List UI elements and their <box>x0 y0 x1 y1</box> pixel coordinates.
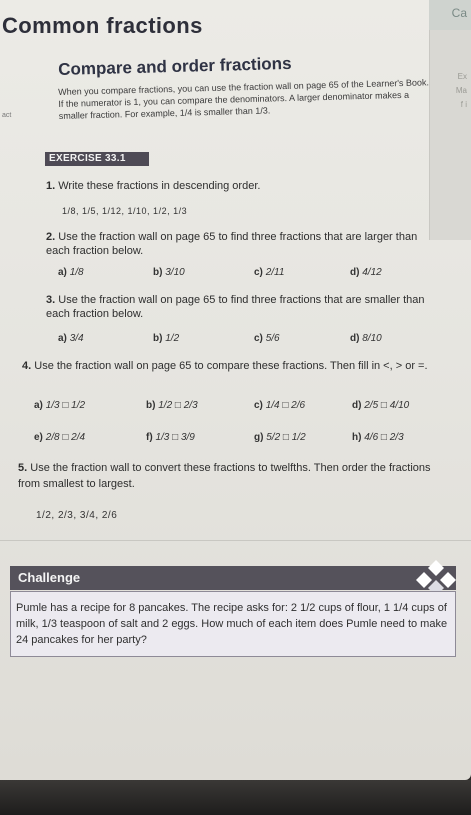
q3-item-b: b) 1/2 <box>153 333 180 344</box>
question-5-fractions: 1/2, 2/3, 3/4, 2/6 <box>36 510 118 521</box>
q4-item-h: h) 4/6 □ 2/3 <box>352 432 404 443</box>
bottom-shadow <box>0 780 471 815</box>
q4-item-g: g) 5/2 □ 1/2 <box>254 432 306 443</box>
challenge-title: Challenge <box>18 570 81 585</box>
question-1-fractions: 1/8, 1/5, 1/12, 1/10, 1/2, 1/3 <box>62 206 188 216</box>
q2-item-d: d) 4/12 <box>350 267 382 278</box>
question-1: 1. Write these fractions in descending order. <box>46 180 261 192</box>
question-4-row-2 <box>34 432 434 448</box>
section-title: Common fractions <box>2 13 203 38</box>
q4-item-c: c) 1/4 □ 2/6 <box>254 400 306 411</box>
q4-item-e: e) 2/8 □ 2/4 <box>34 432 86 443</box>
q4-item-f: f) 1/3 □ 3/9 <box>146 432 195 443</box>
adjacent-page <box>429 0 471 240</box>
divider <box>0 540 471 541</box>
q2-item-b: b) 3/10 <box>153 267 185 278</box>
margin-note: act <box>2 112 12 119</box>
question-5: 5. Use the fraction wall to convert these fractions to twelfths. Then order the fractions from smallest to largest. <box>18 462 431 490</box>
question-4: 4. Use the fraction wall on page 65 to compare these fractions. Then fill in <, > or =. <box>22 360 428 372</box>
challenge-header <box>10 566 456 590</box>
q2-item-c: c) 2/11 <box>254 267 285 278</box>
adjacent-page-snippets: Ex Ma f i <box>455 72 467 109</box>
question-2: 2. Use the fraction wall on page 65 to find three fractions that are larger than each fraction below. <box>46 231 418 257</box>
adjacent-page-tab: Ca <box>429 0 471 30</box>
q4-item-b: b) 1/2 □ 2/3 <box>146 400 198 411</box>
q3-item-a: a) 3/4 <box>58 333 84 344</box>
q3-item-d: d) 8/10 <box>350 333 382 344</box>
exercise-badge: EXERCISE 33.1 <box>45 152 149 166</box>
intro-paragraph: When you compare fractions, you can use the fraction wall on page 65 of the Learner's Book. If the numerator is 1, you can compare the denominators. A larger denominator makes a smaller fraction. For example, 1/4 is smaller than 1/3. <box>58 77 430 121</box>
q2-item-a: a) 1/8 <box>58 267 84 278</box>
q3-item-c: c) 5/6 <box>254 333 280 344</box>
question-3-items <box>58 333 438 349</box>
challenge-box <box>10 591 456 657</box>
q4-item-a: a) 1/3 □ 1/2 <box>34 400 86 411</box>
q4-item-d: d) 2/5 □ 4/10 <box>352 400 410 411</box>
lesson-heading: Compare and order fractions <box>58 53 292 79</box>
question-2-items <box>58 267 438 283</box>
question-4-row-1 <box>34 400 434 416</box>
question-3: 3. Use the fraction wall on page 65 to find three fractions that are smaller than each fraction below. <box>46 294 425 320</box>
challenge-text: Pumle has a recipe for 8 pancakes. The recipe asks for: 2 1/2 cups of flour, 1 1/4 cups of milk, 1/3 teaspoon of salt and 2 eggs. How much of each item does Pumle need to make 24 pancakes for her party? <box>16 602 448 646</box>
